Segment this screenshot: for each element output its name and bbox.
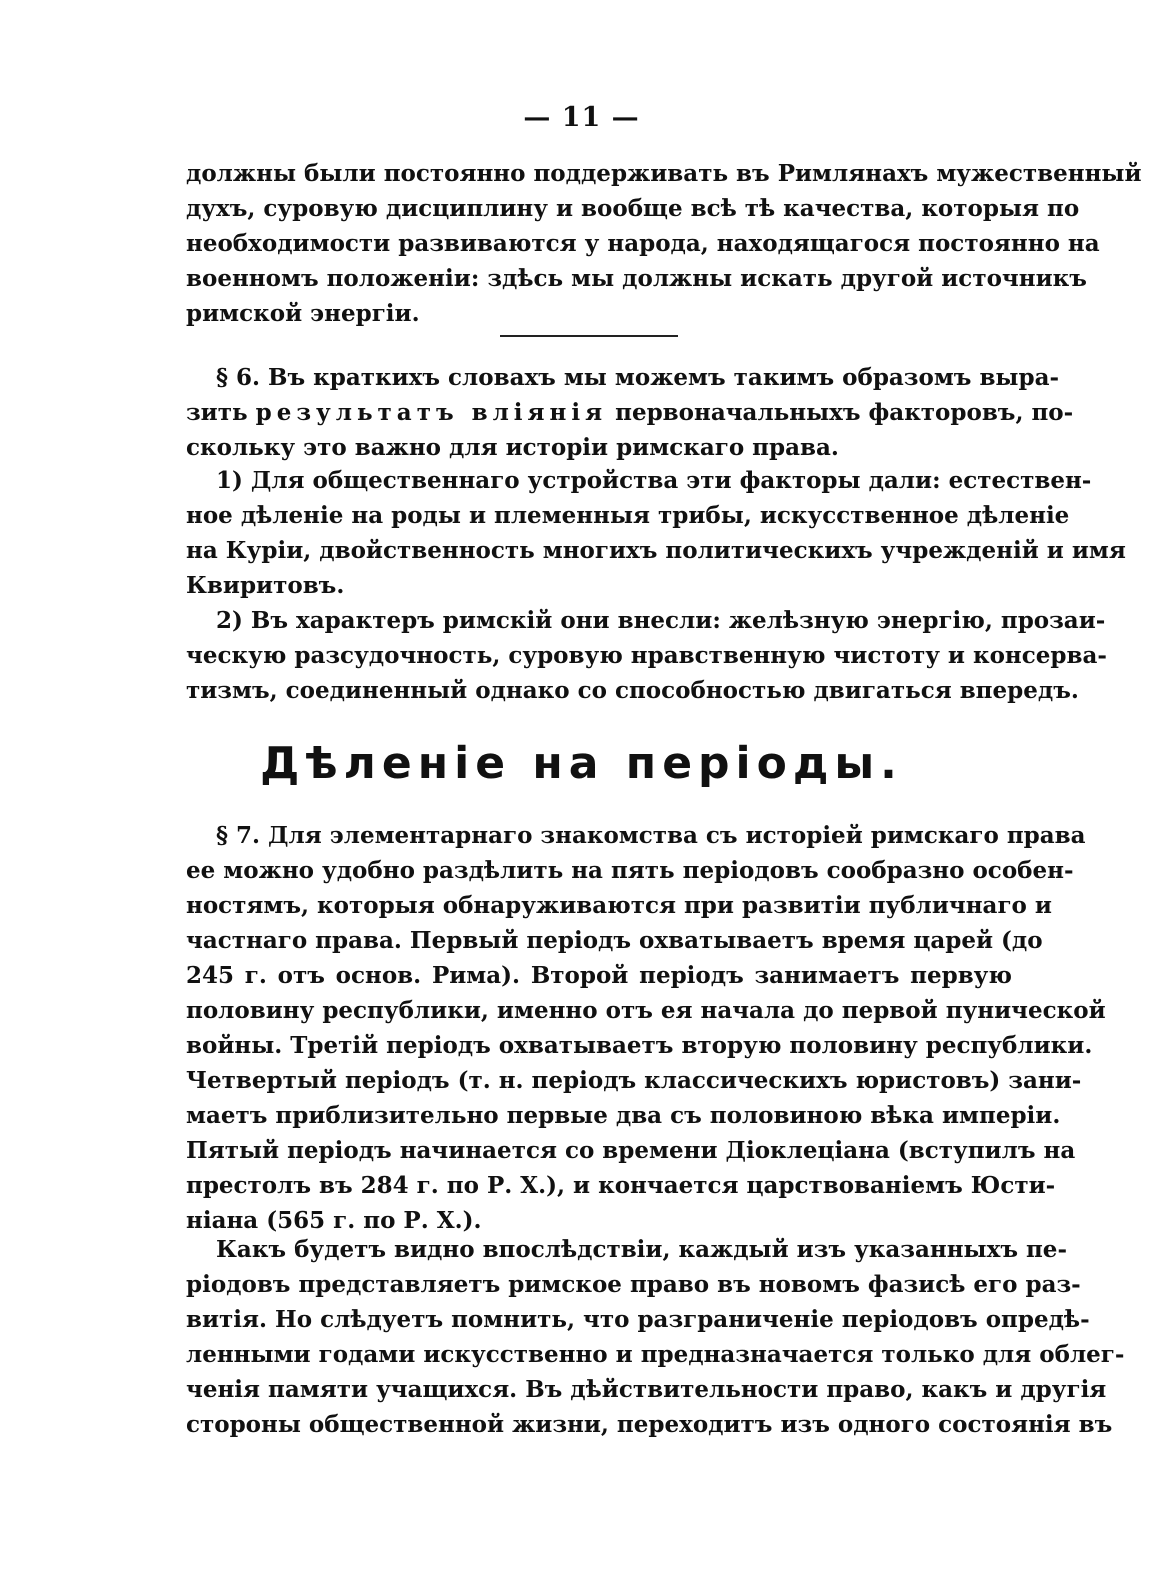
text-line: престолъ въ 284 г. по Р. Х.), и кончается царствованіемъ Юсти- bbox=[186, 1172, 1056, 1199]
text-fragment: зить bbox=[186, 399, 256, 426]
section-7-paragraph-1 bbox=[186, 818, 1106, 1238]
text-line: 1) Для общественнаго устройства эти факторы дали: естествен- bbox=[216, 467, 1092, 494]
text-line: половину республики, именно отъ ея начала до первой пунической bbox=[186, 997, 1106, 1024]
text-line bbox=[186, 395, 1074, 430]
section-6-point-1 bbox=[186, 463, 1126, 603]
text-line: Четвертый періодъ (т. н. періодъ классическихъ юристовъ) зани- bbox=[186, 1067, 1082, 1094]
text-line: витія. Но слѣдуетъ помнить, что разграниченіе періодовъ опредѣ- bbox=[186, 1306, 1090, 1333]
text-line: войны. Третій періодъ охватываетъ вторую половину республики. bbox=[186, 1032, 1093, 1059]
text-line: необходимости развиваются у народа, находящагося постоянно на bbox=[186, 230, 1100, 257]
text-line: ніана (565 г. по Р. Х.). bbox=[186, 1207, 482, 1234]
text-line: ленными годами искусственно и предназначается только для облег- bbox=[186, 1341, 1125, 1368]
text-line: духъ, суровую дисциплину и вообще всѣ тѣ качества, которыя по bbox=[186, 195, 1080, 222]
text-line: ное дѣленіе на роды и племенныя трибы, искусственное дѣленіе bbox=[186, 502, 1070, 529]
text-line: военномъ положеніи: здѣсь мы должны искать другой источникъ bbox=[186, 265, 1087, 292]
text-line: маетъ приблизительно первые два съ половиною вѣка имперіи. bbox=[186, 1102, 1061, 1129]
text-line: стороны общественной жизни, переходитъ изъ одного состоянія въ bbox=[186, 1411, 1113, 1438]
text-line: ностямъ, которыя обнаруживаются при развитіи публичнаго и bbox=[186, 892, 1052, 919]
text-line: 2) Въ характеръ римскій они внесли: желѣзную энергію, прозаи- bbox=[216, 607, 1106, 634]
text-line: скольку это важно для исторіи римскаго права. bbox=[186, 434, 839, 461]
text-line: тизмъ, соединенный однако со способностью двигаться впередъ. bbox=[186, 677, 1079, 704]
text-line: частнаго права. Первый періодъ охватываетъ время царей (до bbox=[186, 927, 1043, 954]
text-line: Пятый періодъ начинается со времени Діоклеціана (вступилъ на bbox=[186, 1137, 1076, 1164]
text-line: на Куріи, двойственность многихъ политическихъ учрежденій и имя bbox=[186, 537, 1126, 564]
section-7-paragraph-2 bbox=[186, 1232, 1125, 1442]
text-line: ее можно удобно раздѣлить на пять періодовъ сообразно особен- bbox=[186, 857, 1074, 884]
section-6-paragraph bbox=[186, 360, 1074, 465]
section-6-point-2 bbox=[186, 603, 1107, 708]
text-line: должны были постоянно поддерживать въ Римлянахъ мужественный bbox=[186, 160, 1142, 187]
section-divider bbox=[500, 335, 678, 337]
text-line: Какъ будетъ видно впослѣдствіи, каждый изъ указанныхъ пе- bbox=[216, 1236, 1067, 1263]
text-line: ріодовъ представляетъ римское право въ новомъ фазисѣ его раз- bbox=[186, 1271, 1081, 1298]
text-line: § 6. Въ краткихъ словахъ мы можемъ такимъ образомъ выра- bbox=[216, 364, 1060, 391]
spaced-emphasis: результатъ вліянія bbox=[255, 399, 608, 426]
top-paragraph bbox=[186, 156, 1142, 331]
text-line: Квиритовъ. bbox=[186, 572, 345, 599]
text-line: римской энергіи. bbox=[186, 300, 420, 327]
section-heading: Дѣленіе на періоды. bbox=[260, 738, 903, 789]
text-line: ченія памяти учащихся. Въ дѣйствительности право, какъ и другія bbox=[186, 1376, 1107, 1403]
text-line: § 7. Для элементарнаго знакомства съ исторіей римскаго права bbox=[216, 822, 1086, 849]
text-line: 245 г. отъ основ. Рима). Второй періодъ занимаетъ первую bbox=[186, 962, 1012, 989]
text-line: ческую разсудочность, суровую нравственную чистоту и консерва- bbox=[186, 642, 1107, 669]
page-number: — 11 — bbox=[523, 102, 640, 133]
text-fragment: первоначальныхъ факторовъ, по- bbox=[607, 399, 1074, 426]
